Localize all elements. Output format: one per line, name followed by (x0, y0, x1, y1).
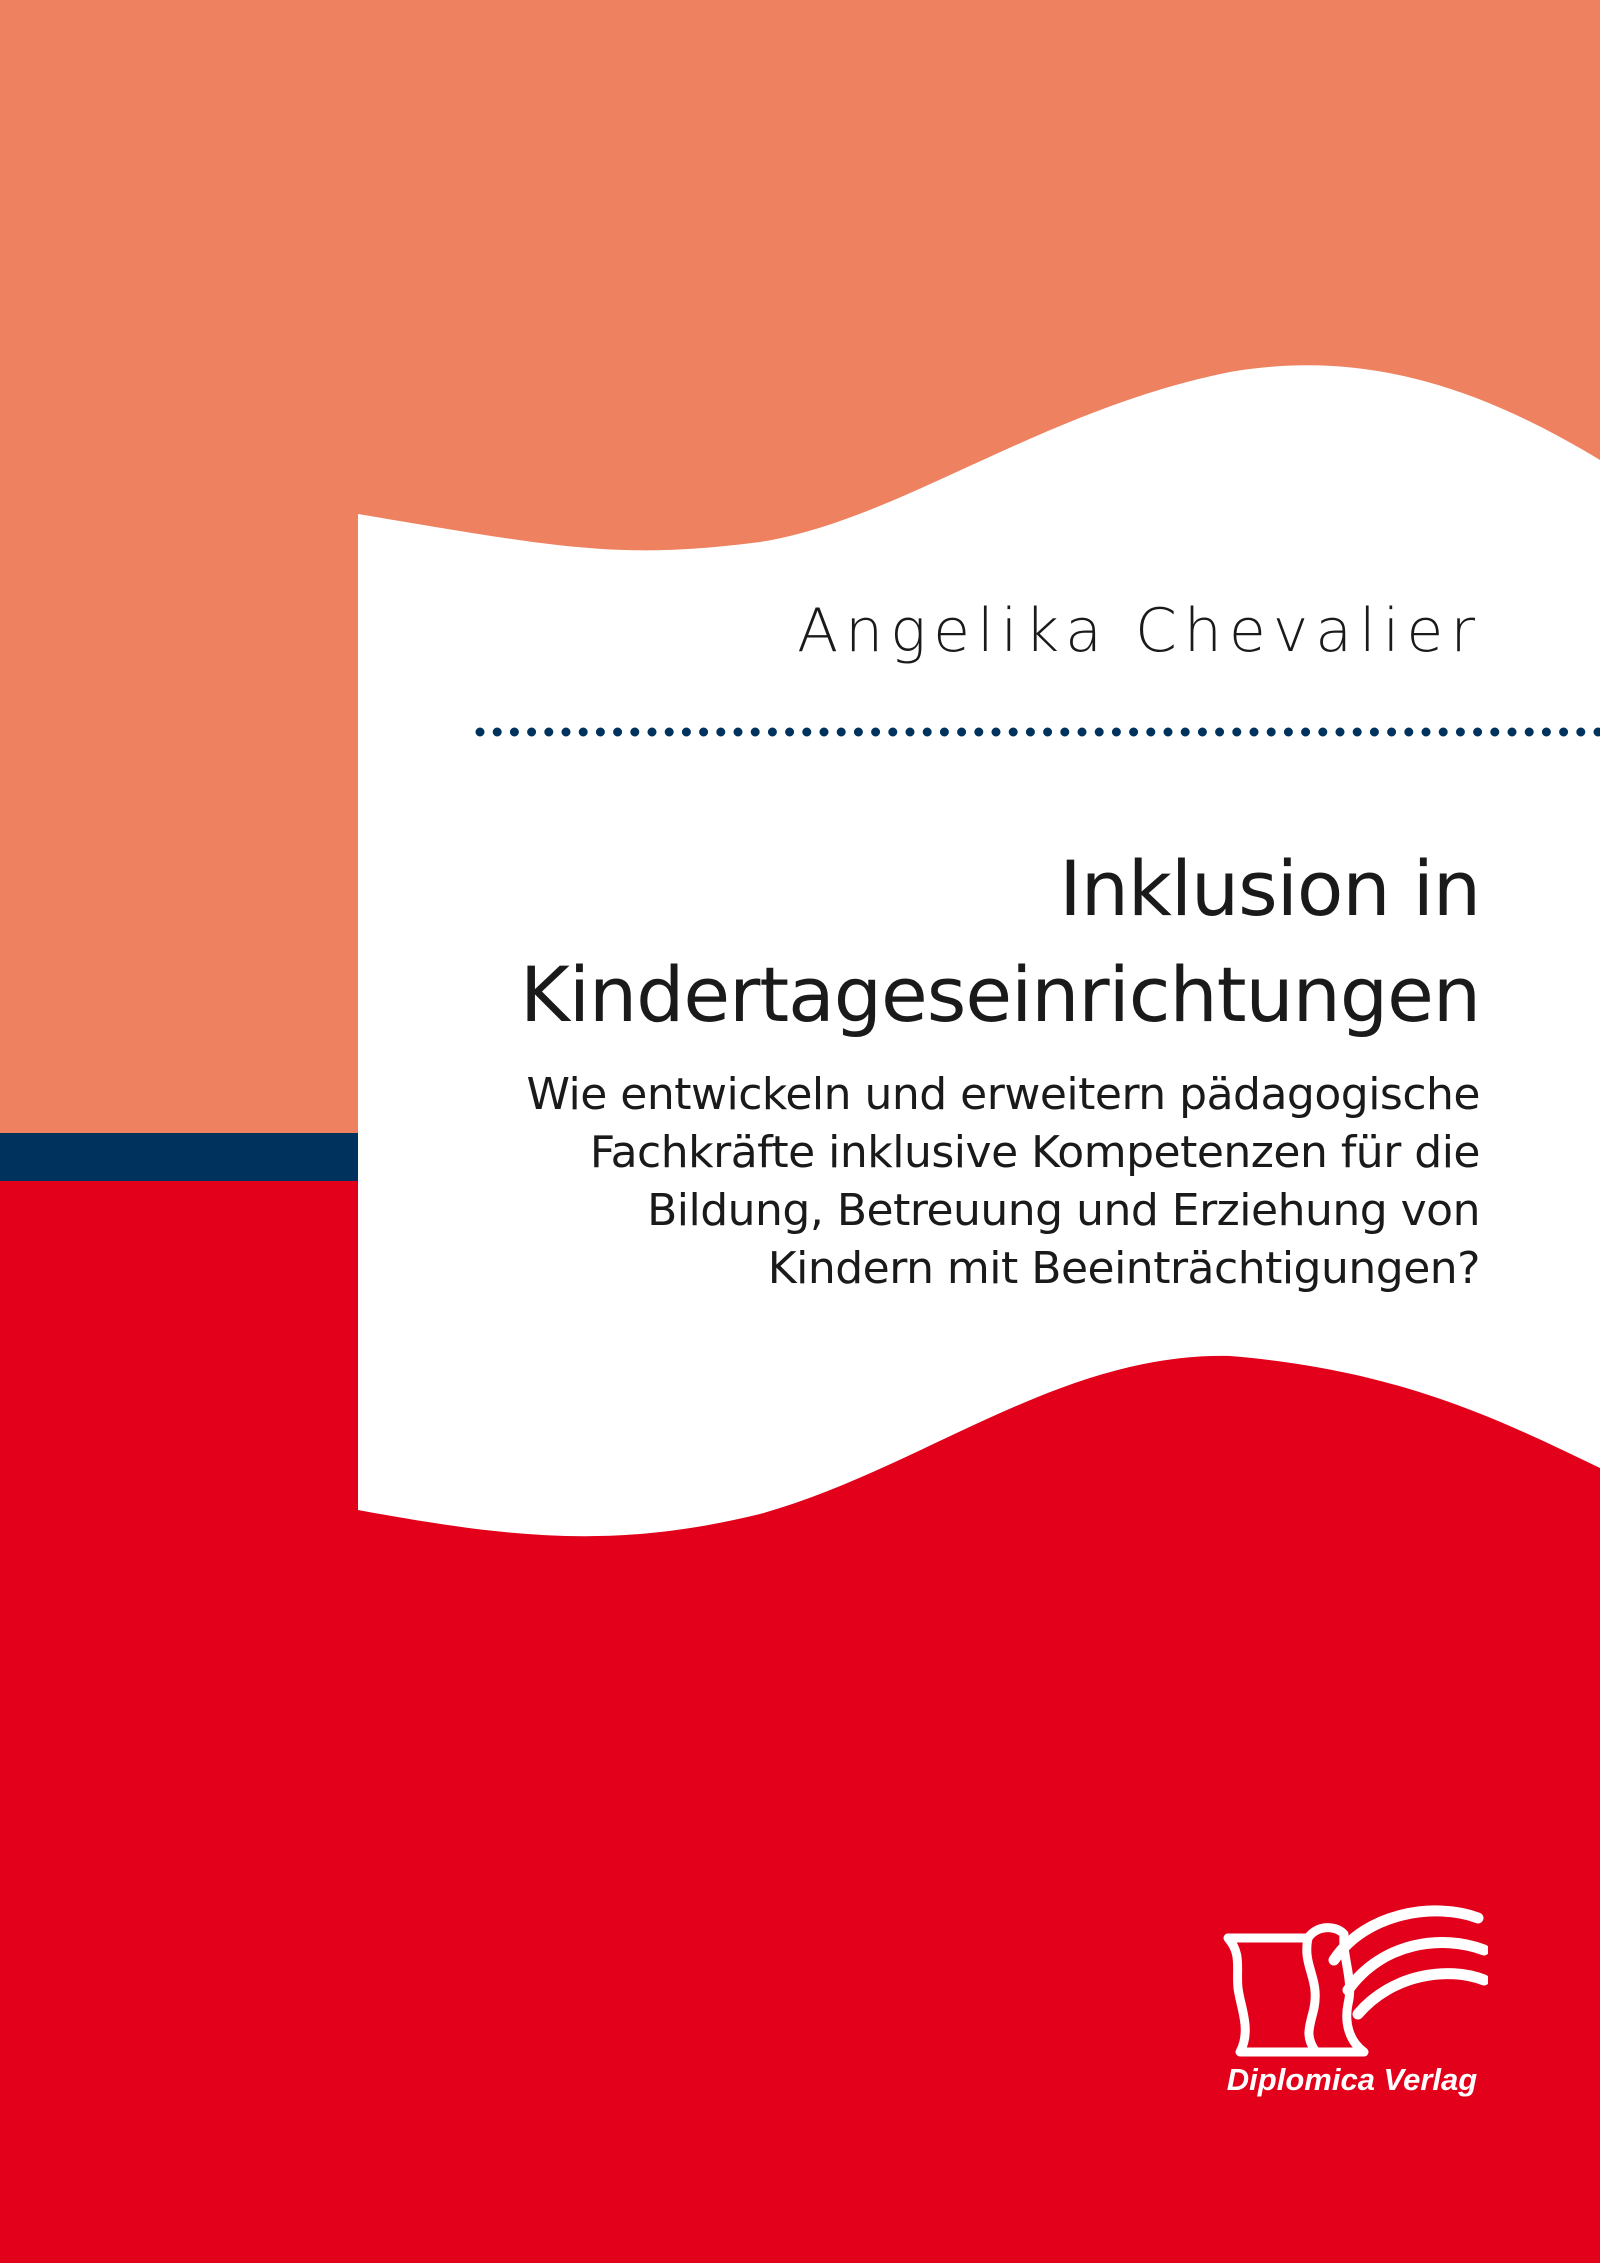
title-line: Kindertageseinrichtungen (520, 950, 1480, 1039)
subtitle-line: Fachkräfte inklusive Kompetenzen für die (589, 1127, 1480, 1178)
author-name: Angelika Chevalier (797, 596, 1482, 666)
book-subtitle (526, 1066, 1480, 1298)
title-line: Inklusion in (1059, 844, 1480, 933)
subtitle-line: Kindern mit Beeinträchtigungen? (767, 1243, 1480, 1294)
book-title (520, 836, 1480, 1048)
publisher-name: Diplomica Verlag (1226, 2062, 1478, 2097)
subtitle-line: Wie entwickeln und erweitern pädagogische (526, 1069, 1480, 1120)
subtitle-line: Bildung, Betreuung und Erziehung von (647, 1185, 1480, 1236)
navy-stripe (0, 1133, 360, 1181)
